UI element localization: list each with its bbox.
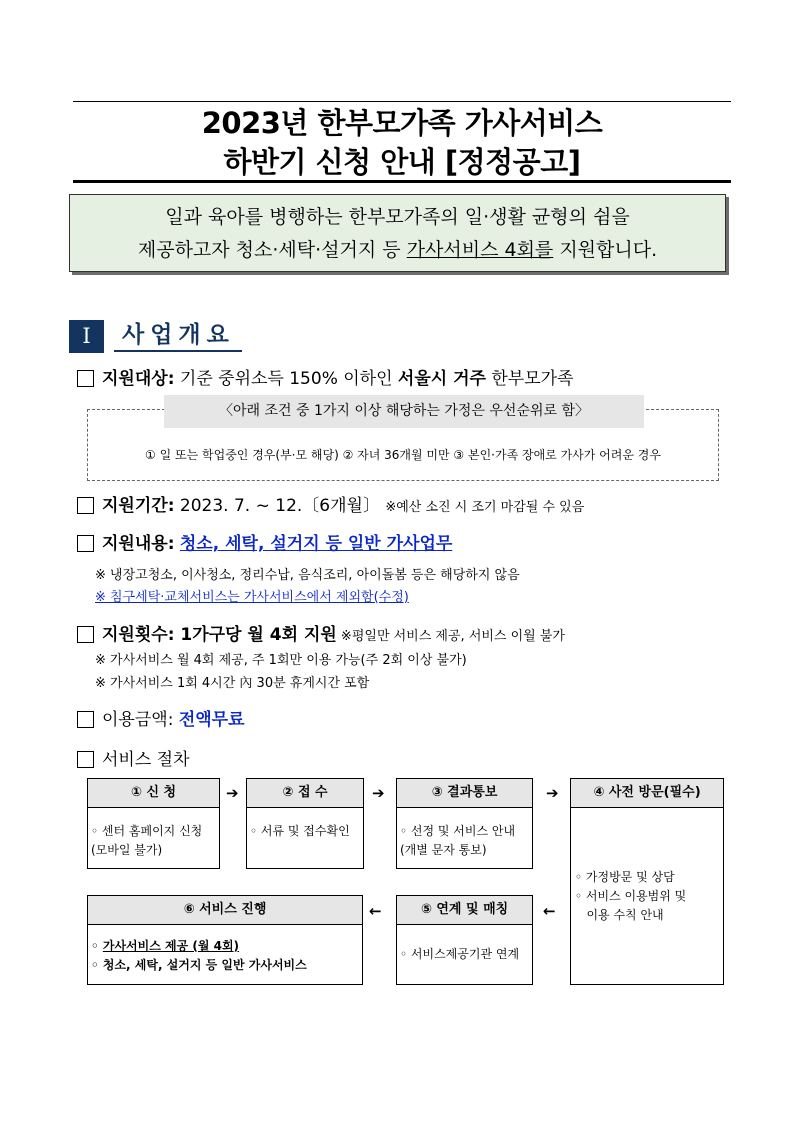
- step-3-box: [396, 778, 533, 869]
- intro-line2: [70, 234, 725, 267]
- procedure-row: [77, 745, 190, 770]
- step-6-body2: ◦ 청소, 세탁, 설거지 등 일반 가사서비스: [91, 958, 307, 972]
- page-title-line1: 2023년 한부모가족 가사서비스: [201, 106, 603, 140]
- checkbox-square-icon: [77, 370, 94, 387]
- step-3-body1: ◦ 선정 및 서비스 안내: [400, 824, 516, 838]
- fee-label: 이용금액:: [102, 710, 174, 730]
- target-text: 기준 중위소득 150% 이하인: [174, 369, 398, 389]
- checkbox-square-icon: [77, 497, 94, 514]
- count-value: 1가구당 월 4회 지원: [174, 625, 337, 645]
- condition-items: ① 일 또는 학업중인 경우(부·모 해당) ② 자녀 36개월 미만 ③ 본인·가족 장애로 가사가 어려운 경우: [145, 448, 661, 462]
- step-3-title: ③ 결과통보: [396, 778, 533, 808]
- content-row: [77, 529, 452, 554]
- step-4-body3: 이용 수칙 안내: [575, 908, 664, 922]
- arrow-right-icon: ➔: [546, 784, 559, 802]
- target-text-post: 한부모가족: [485, 369, 574, 389]
- arrow-left-icon: ←: [369, 902, 382, 920]
- count-note1: ※ 가사서비스 월 4회 제공, 주 1회만 이용 가능(주 2회 이상 불가): [95, 653, 467, 668]
- section-number: I: [69, 320, 104, 353]
- target-row: [77, 364, 573, 389]
- content-label: 지원내용:: [102, 534, 175, 554]
- fee-row: [77, 705, 245, 730]
- intro-line1: 일과 육아를 병행하는 한부모가족의 일·생활 균형의 쉼을: [165, 206, 630, 228]
- checkbox-square-icon: [77, 711, 94, 728]
- intro-line2-post: 지원합니다.: [553, 239, 658, 261]
- step-2-body1: ◦ 서류 및 접수확인: [250, 824, 350, 838]
- title-bottom-rule: [73, 180, 731, 183]
- intro-line2-pre: 제공하고자 청소·세탁·설거지 등: [137, 239, 407, 261]
- intro-box: [69, 194, 726, 272]
- step-6-body1-bullet: ◦: [91, 939, 103, 953]
- step-6-title: ⑥ 서비스 진행: [87, 895, 363, 925]
- arrow-left-icon: ←: [543, 902, 556, 920]
- count-label: 지원횟수:: [102, 625, 175, 645]
- checkbox-square-icon: [77, 535, 94, 552]
- section-title: 사업개요: [114, 318, 242, 352]
- target-label: 지원대상:: [102, 369, 175, 389]
- content-value: 청소, 세탁, 설거지 등 일반 가사업무: [179, 534, 453, 554]
- step-3-body2: (개별 문자 통보): [400, 843, 487, 857]
- period-label: 지원기간:: [102, 496, 175, 516]
- condition-title: 〈아래 조건 중 1가지 이상 해당하는 가정은 우선순위로 함〉: [164, 395, 644, 428]
- step-5-body1: ◦ 서비스제공기관 연계: [400, 947, 520, 961]
- intro-line2-underlined: 가사서비스 4회를: [406, 239, 554, 261]
- count-note: ※평일만 서비스 제공, 서비스 이월 불가: [336, 629, 565, 644]
- step-6-body1-text: 가사서비스 제공 (월 4회): [102, 939, 240, 953]
- arrow-right-icon: ➔: [226, 784, 239, 802]
- step-4-box: [570, 778, 724, 985]
- content-note1: ※ 냉장고청소, 이사청소, 정리수납, 음식조리, 아이돌봄 등은 해당하지 않음: [95, 568, 520, 583]
- target-text-bold: 서울시 거주: [397, 369, 486, 389]
- step-5-box: [396, 895, 533, 985]
- procedure-label: 서비스 절차: [102, 750, 190, 770]
- step-4-title: ④ 사전 방문(필수): [570, 778, 724, 808]
- period-row: [77, 491, 584, 516]
- step-4-body1: ◦ 가정방문 및 상담: [575, 870, 675, 884]
- checkbox-square-icon: [77, 751, 94, 768]
- period-value: 2023. 7. ~ 12.〔6개월〕: [174, 496, 380, 516]
- period-note: ※예산 소진 시 조기 마감될 수 있음: [385, 500, 585, 515]
- step-2-title: ② 접 수: [246, 778, 364, 808]
- step-1-box: [87, 778, 220, 869]
- arrow-right-icon: ➔: [372, 784, 385, 802]
- step-2-box: [246, 778, 364, 869]
- page-title-line2: 하반기 신청 안내 [정정공고]: [223, 145, 581, 179]
- step-1-body2: (모바일 불가): [91, 843, 163, 857]
- checkbox-square-icon: [77, 626, 94, 643]
- content-note2: ※ 침구세탁·교체서비스는 가사서비스에서 제외함(수정): [95, 590, 409, 605]
- count-row: [77, 620, 565, 645]
- step-1-body1: ◦ 센터 홈페이지 신청: [91, 824, 203, 838]
- step-1-title: ① 신 청: [87, 778, 220, 808]
- step-6-box: [87, 895, 363, 985]
- count-note2: ※ 가사서비스 1회 4시간 內 30분 휴게시간 포함: [95, 676, 370, 691]
- step-6-body1: [91, 937, 362, 956]
- step-4-body2: ◦ 서비스 이용범위 및: [575, 889, 687, 903]
- step-5-title: ⑤ 연계 및 매칭: [396, 895, 533, 925]
- fee-value: 전액무료: [178, 710, 245, 730]
